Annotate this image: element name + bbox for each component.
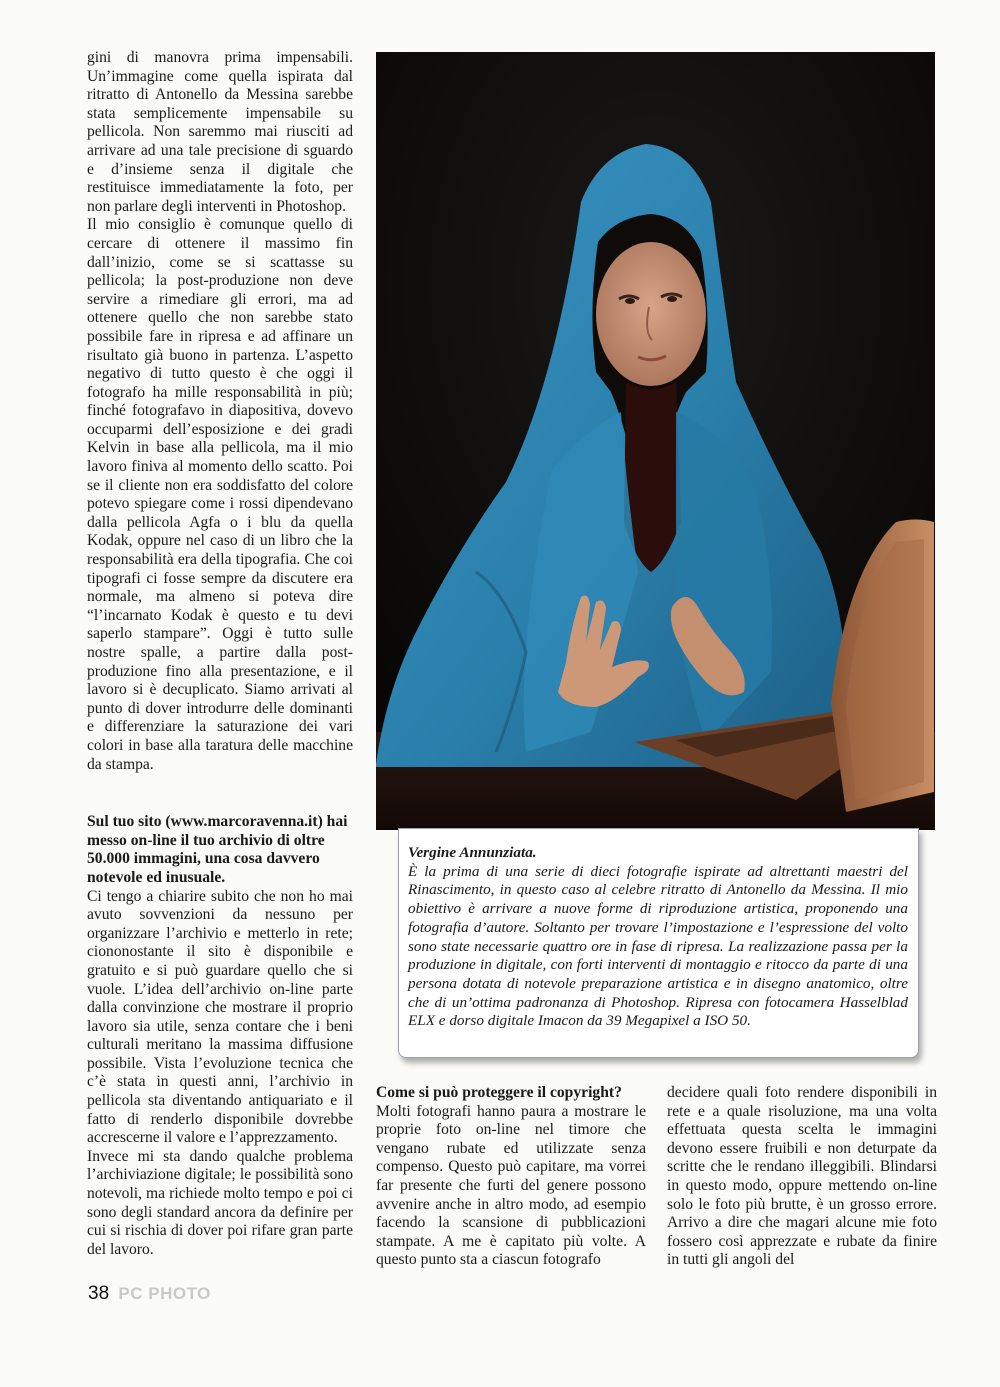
body-paragraph: decidere quali foto rendere disponibili in rete e a quale risoluzione, ma una volta effettuata questa scelta le immagini devono essere fruibili e non deturpate da scritte che le rendano illeggibili. Blindarsi in questo modo, oppure mettendo on-line solo le foto più brutte, è un grosso errore. Arrivo a dire che magari alcune mie foto fossero così apprezzate e rubate da finire in tutti gli angoli del <box>667 1084 937 1269</box>
caption-body: È la prima di una serie di dieci fotografie ispirate ad altrettanti maestri del Rinascimento, in questo caso al celebre ritratto di Antonello da Messina. Il mio obiettivo è arrivare a nuove forme di riproduzione artistica, proponendo una fotografia d’autore. Soltanto per trovare l’impostazione e l’espressione del volto sono state necessarie quattro ore in fase di ripresa. La realizzazione passa per la produzione in digitale, con forti interventi di montaggio e ritocco da parte di una persona dotata di notevole preparazione artistica e in disegno anatomico, oltre che di un’ottima padronanza di Photoshop. Ripresa con fotocamera Hasselblad ELX e dorso digitale Imacon da 39 Megapixel a ISO 50. <box>408 862 908 1030</box>
interview-question: Sul tuo sito (www.marcoravenna.it) hai messo on-line il tuo archivio di oltre 50.000 immagini, una cosa davvero notevole ed inusuale. <box>87 813 348 886</box>
body-paragraph: Molti fotografi hanno paura a mostrare le proprie foto on-line nel timore che vengano rubate ed utilizzate senza compenso. Questo può capitare, ma vorrei far presente che furti del genere possono avvenire anche in altro modo, ad esempio facendo la scansione di pubblicazioni stampate. A me è capitato più volte. A questo punto sta a ciascun fotografo <box>376 1102 646 1269</box>
interview-question: Come si può proteggere il copyright? <box>376 1084 622 1101</box>
page-footer <box>88 1282 211 1306</box>
middle-text-column <box>376 1084 646 1270</box>
body-paragraph: Ci tengo a chiarire subito che non ho mai avuto sovvenzioni da nessuno per organizzare l’archivio e metterlo in rete; ciononostante il sito è disponibile e gratuito e si può guardare quello che si vuole. L’idea dell’archivio on-line parte dalla convinzione che mostrare il proprio lavoro sia utile, senza contare che i beni culturali meritano la massima diffusione possibile. Vista l’evoluzione tecnica che c’è stata in questi anni, l’archivio in pellicola sta diventando antiquariato e il fatto di renderlo disponibile dovrebbe accrescerne il valore e l’apprezzamento. <box>87 887 353 1147</box>
left-text-column <box>87 49 353 1259</box>
body-paragraph: Invece mi sta dando qualche problema l’archiviazione digitale; le possibilità sono notevoli, ma richiede molto tempo e poi ci sono degli standard ancora da definire per cui si rischia di dover poi rifare gran parte del lavoro. <box>87 1147 353 1258</box>
caption-title: Vergine Annunziata. <box>408 844 537 861</box>
portrait-photograph <box>376 52 935 830</box>
body-paragraph: Il mio consiglio è comunque quello di cercare di ottenere il massimo fin dall’inizio, come se si scattasse su pellicola; la post-produzione non deve servire a rimediare gli errori, ma ad ottenere quello che non sarebbe stato possibile fare in ripresa e ad affinare un risultato già buono in partenza. L’aspetto negativo di tutto questo è che oggi il fotografo ha mille responsabilità in più; finché fotografavo in diapositiva, dovevo occuparmi dell’esposizione e dei gradi Kelvin in base alla pellicola, ma il mio lavoro finiva al momento dello scatto. Poi se il cliente non era soddisfatto del colore potevo spiegare come i rossi dipendevano dalla pellicola Agfa o i blu da quella Kodak, oppure nel caso di un libro che la responsabilità era della tipografia. Che coi tipografi ci fosse sempre da discutere era normale, ma almeno si poteva dire “l’incarnato Kodak è questo e tu devi saperlo stampare”. Oggi è tutto sulle nostre spalle, a partire dalla post-produzione fino alla presentazione, e il lavoro si è decuplicato. Siamo arrivati al punto di dover introdurre delle dominanti e differenziare la saturazione dei vari colori in base alla taratura delle macchine da stampa. <box>87 216 353 773</box>
portrait-illustration <box>376 52 935 830</box>
right-text-column <box>667 1084 937 1270</box>
page-number: 38 <box>88 1283 110 1304</box>
photo-caption <box>408 844 908 1031</box>
magazine-name: PC PHOTO <box>118 1284 211 1303</box>
body-paragraph: gini di manovra prima impensabili. Un’immagine come quella ispirata dal ritratto di Antonello da Messina sarebbe stata semplicemente impensabile su pellicola. Non saremmo mai riusciti ad arrivare ad una tale precisione di sguardo e d’insieme senza il digitale che restituisce immediatamente la foto, per non parlare degli interventi in Photoshop. <box>87 49 353 215</box>
